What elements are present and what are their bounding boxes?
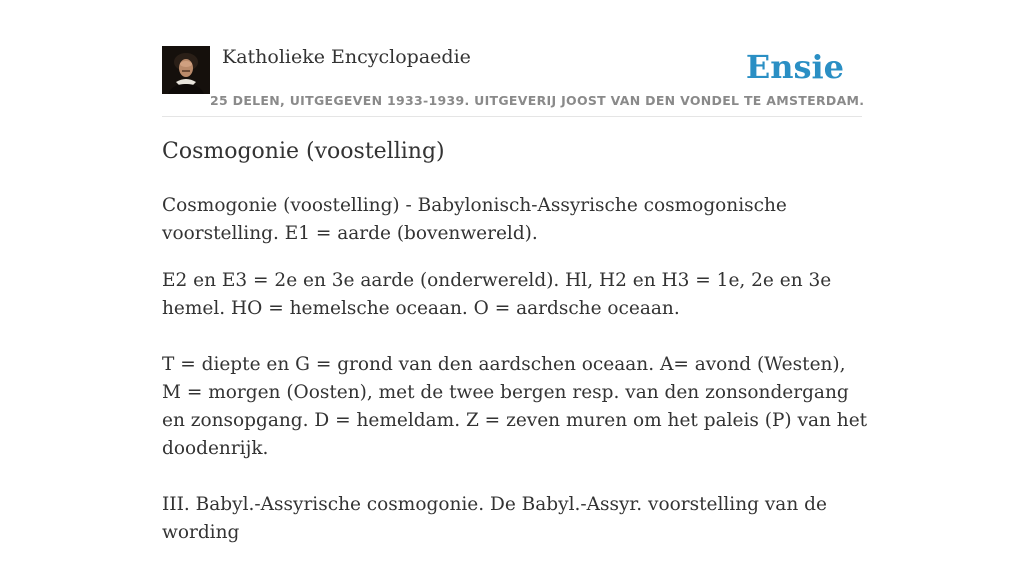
article-body bbox=[162, 192, 868, 566]
publication-subtitle: 25 DELEN, UITGEGEVEN 1933-1939. UITGEVERIJ JOOST VAN DEN VONDEL TE AMSTERDAM. bbox=[210, 93, 865, 108]
article-paragraph: Cosmogonie (voostelling) - Babylonisch-Assyrische cosmogonische voorstelling. E1 = aarde (bovenwereld). bbox=[162, 195, 787, 244]
publication-title[interactable]: Katholieke Encyclopaedie bbox=[222, 46, 471, 68]
article-title: Cosmogonie (voostelling) bbox=[162, 139, 445, 164]
publication-avatar[interactable] bbox=[162, 46, 210, 94]
portrait-icon bbox=[162, 46, 210, 94]
article-paragraph: III. Babyl.-Assyrische cosmogonie. De Babyl.-Assyr. voorstelling van de wording bbox=[162, 494, 827, 543]
article-paragraph: T = diepte en G = grond van den aardschen oceaan. A= avond (Westen), M = morgen (Oosten), met de twee bergen resp. van den zonsondergang en zonsopgang. D = hemeldam. Z = zeven muren om het paleis (P) van het doodenrijk. bbox=[162, 354, 868, 459]
article-paragraph: E2 en E3 = 2e en 3e aarde (onderwereld). Hl, H2 en H3 = 1e, 2e en 3e hemel. HO = hemelsche oceaan. O = aardsche oceaan. bbox=[162, 270, 832, 319]
site-header bbox=[162, 44, 865, 117]
brand-logo-link[interactable]: Ensie bbox=[745, 48, 844, 86]
